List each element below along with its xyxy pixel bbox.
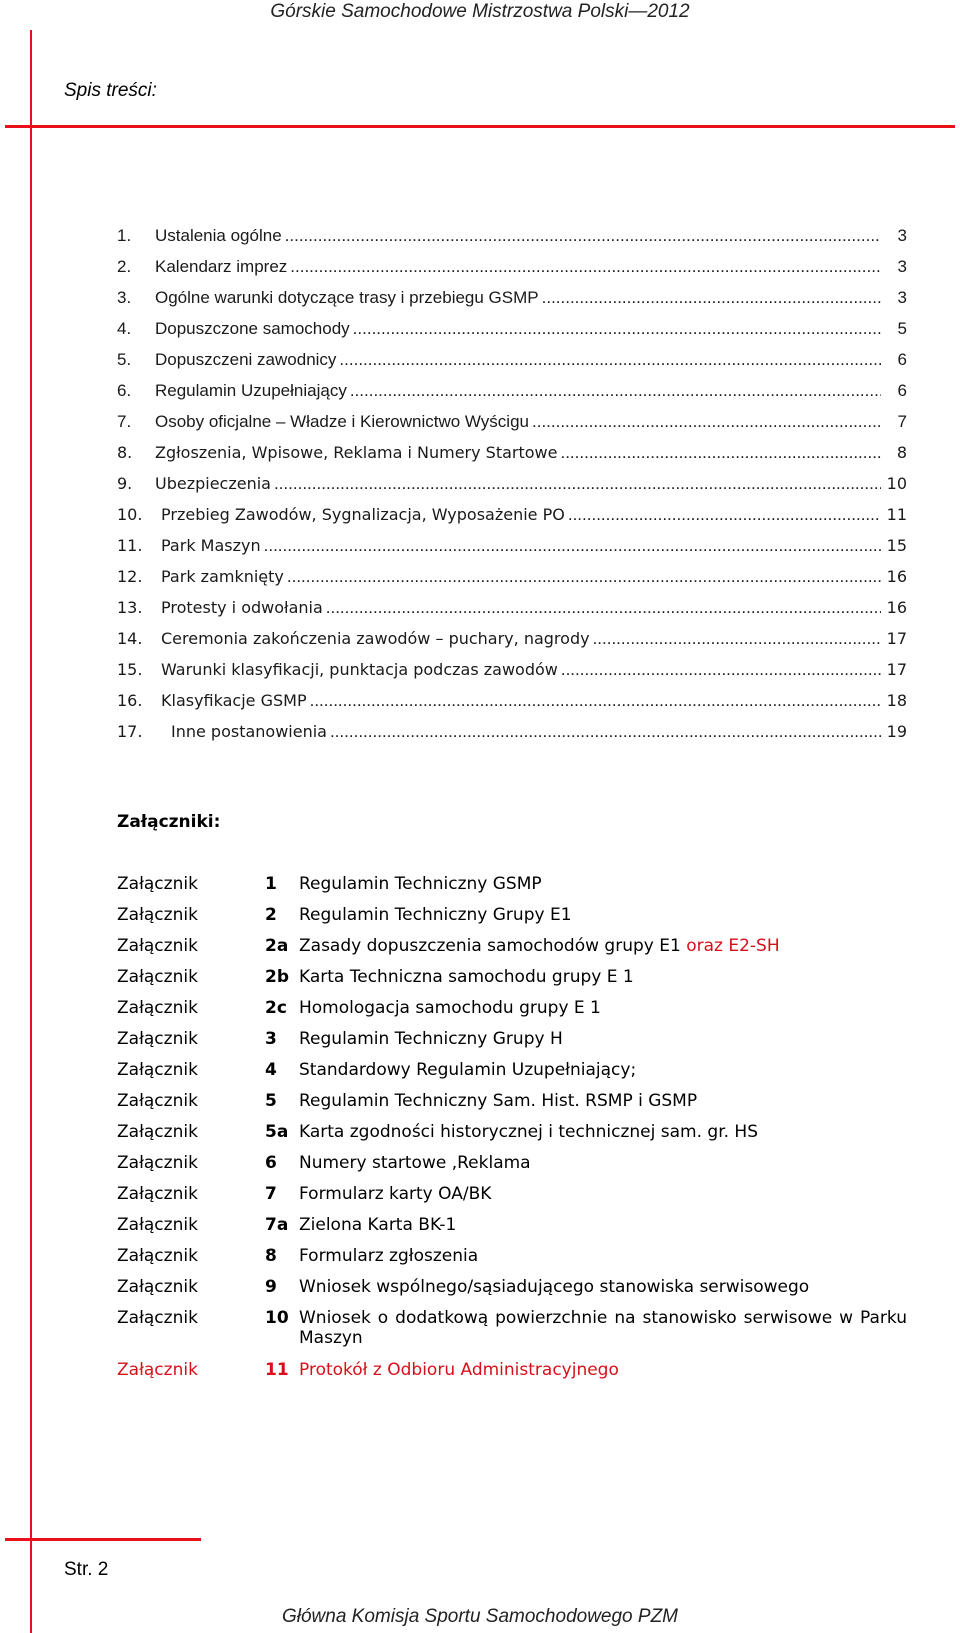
margin-vertical-rule	[30, 30, 32, 1633]
toc-entry[interactable]	[117, 288, 907, 319]
attachment-description: Homologacja samochodu grupy E 1	[299, 998, 601, 1018]
toc-label: Osoby oficjalne – Władze i Kierownictwo Wyścigu	[155, 412, 529, 431]
attachment-row[interactable]	[117, 1122, 907, 1153]
attachment-word: Załącznik	[117, 874, 198, 894]
toc-number: 12.	[117, 567, 143, 586]
attachment-number: 8	[265, 1246, 277, 1266]
attachment-row[interactable]	[117, 998, 907, 1029]
attachment-row[interactable]	[117, 1153, 907, 1184]
attachment-description-group	[299, 936, 907, 967]
toc-leader	[287, 567, 881, 587]
toc-entry[interactable]	[117, 567, 907, 598]
toc-page: 10	[886, 474, 907, 493]
attachment-description: Formularz karty OA/BK	[299, 1184, 492, 1204]
toc-label: Kalendarz imprez	[155, 257, 288, 276]
attachment-number: 7a	[265, 1215, 289, 1235]
toc-entry[interactable]	[117, 443, 907, 474]
attachment-word: Załącznik	[117, 1184, 198, 1204]
toc-label: Warunki klasyfikacji, punktacja podczas zawodów	[161, 660, 558, 679]
toc-leader	[274, 474, 881, 494]
attachment-word: Załącznik	[117, 1246, 198, 1266]
attachment-description-highlight: oraz E2-SH	[686, 936, 780, 956]
toc-page: 6	[897, 350, 907, 369]
document-header-title: Górskie Samochodowe Mistrzostwa Polski—2012	[270, 1, 690, 22]
toc-leader	[326, 598, 881, 618]
toc-number: 8.	[117, 443, 133, 462]
table-of-contents	[117, 226, 907, 753]
toc-leader	[561, 660, 881, 680]
toc-number: 6.	[117, 381, 132, 400]
toc-page: 16	[886, 598, 907, 617]
attachment-word: Załącznik	[117, 1153, 198, 1173]
toc-number: 4.	[117, 319, 132, 338]
toc-leader	[264, 536, 881, 556]
toc-entry[interactable]	[117, 474, 907, 505]
toc-page: 19	[886, 722, 907, 741]
toc-page: 7	[897, 412, 907, 431]
toc-leader	[285, 226, 881, 246]
toc-page: 3	[897, 226, 907, 245]
toc-entry[interactable]	[117, 536, 907, 567]
toc-entry[interactable]	[117, 722, 907, 753]
toc-page: 6	[897, 381, 907, 400]
toc-label: Ustalenia ogólne	[155, 226, 282, 245]
toc-label: Dopuszczone samochody	[155, 319, 350, 338]
toc-number: 11.	[117, 536, 143, 555]
attachment-description: Regulamin Techniczny Grupy H	[299, 1029, 563, 1049]
header-rule	[5, 125, 955, 128]
toc-label: Dopuszczeni zawodnicy	[155, 350, 337, 369]
toc-label: Klasyfikacje GSMP	[161, 691, 307, 710]
toc-page: 5	[897, 319, 907, 338]
attachment-word: Załącznik	[117, 1060, 198, 1080]
attachment-word: Załącznik	[117, 936, 198, 956]
toc-entry[interactable]	[117, 381, 907, 412]
attachment-number: 2a	[265, 936, 289, 956]
attachment-word: Załącznik	[117, 1091, 198, 1111]
attachment-number: 11	[265, 1360, 289, 1380]
attachment-description: Wniosek o dodatkową powierzchnie na stanowisko serwisowe w Parku Maszyn	[299, 1308, 907, 1348]
attachment-row[interactable]	[117, 1215, 907, 1246]
toc-leader	[339, 350, 881, 370]
attachment-row[interactable]	[117, 1184, 907, 1215]
toc-page: 17	[886, 629, 907, 648]
attachment-number: 7	[265, 1184, 277, 1204]
attachment-description: Regulamin Techniczny Sam. Hist. RSMP i GSMP	[299, 1091, 698, 1111]
toc-page: 18	[886, 691, 907, 710]
toc-label: Inne postanowienia	[171, 722, 327, 741]
attachment-number: 6	[265, 1153, 277, 1173]
toc-entry[interactable]	[117, 505, 907, 536]
toc-entry[interactable]	[117, 629, 907, 660]
attachment-word: Załącznik	[117, 1215, 198, 1235]
toc-number: 1.	[117, 226, 132, 245]
toc-entry[interactable]	[117, 257, 907, 288]
attachment-number: 2	[265, 905, 277, 925]
toc-number: 7.	[117, 412, 132, 431]
toc-number: 14.	[117, 629, 143, 648]
toc-label: Park zamknięty	[161, 567, 284, 586]
toc-number: 15.	[117, 660, 143, 679]
attachment-description: Formularz zgłoszenia	[299, 1246, 479, 1266]
toc-number: 17.	[117, 722, 143, 741]
toc-label: Ubezpieczenia	[155, 474, 271, 493]
attachment-number: 5	[265, 1091, 277, 1111]
toc-leader	[290, 257, 881, 277]
toc-entry[interactable]	[117, 226, 907, 257]
attachment-description: Zielona Karta BK-1	[299, 1215, 457, 1235]
toc-page: 11	[886, 505, 907, 524]
attachment-description: Protokół z Odbioru Administracyjnego	[299, 1360, 619, 1380]
toc-page: 16	[886, 567, 907, 586]
attachment-number: 2c	[265, 998, 287, 1018]
toc-leader	[560, 443, 881, 463]
attachment-number: 9	[265, 1277, 277, 1297]
attachment-number: 1	[265, 874, 277, 894]
toc-number: 3.	[117, 288, 132, 307]
attachment-word: Załącznik	[117, 905, 198, 925]
toc-page: 3	[897, 288, 907, 307]
toc-leader	[542, 288, 881, 308]
toc-page: 15	[886, 536, 907, 555]
toc-entry[interactable]	[117, 350, 907, 381]
toc-number: 5.	[117, 350, 132, 369]
toc-label: Ogólne warunki dotyczące trasy i przebiegu GSMP	[155, 288, 539, 307]
toc-leader	[568, 505, 881, 525]
toc-leader	[532, 412, 881, 432]
attachment-row[interactable]	[117, 1308, 907, 1360]
attachment-description: Karta Techniczna samochodu grupy E 1	[299, 967, 634, 987]
toc-leader	[310, 691, 881, 711]
attachment-word: Załącznik	[117, 1360, 198, 1380]
toc-label: Przebieg Zawodów, Sygnalizacja, Wyposażenie PO	[161, 505, 565, 524]
attachment-row[interactable]	[117, 1246, 907, 1277]
attachments-list	[117, 874, 907, 1391]
attachment-row[interactable]	[117, 1360, 907, 1391]
attachment-row[interactable]	[117, 1277, 907, 1308]
toc-number: 16.	[117, 691, 143, 710]
toc-number: 10.	[117, 505, 143, 524]
attachment-word: Załącznik	[117, 1122, 198, 1142]
toc-page: 17	[886, 660, 907, 679]
toc-number: 2.	[117, 257, 132, 276]
attachment-number: 5a	[265, 1122, 289, 1142]
toc-label: Ceremonia zakończenia zawodów – puchary, nagrody	[161, 629, 590, 648]
toc-leader	[353, 319, 881, 339]
attachment-row[interactable]	[117, 967, 907, 998]
document-footer: Główna Komisja Sportu Samochodowego PZM	[281, 1606, 679, 1627]
toc-page: 8	[896, 443, 907, 462]
attachment-number: 4	[265, 1060, 277, 1080]
attachment-number: 10	[265, 1308, 289, 1328]
toc-page: 3	[897, 257, 907, 276]
attachment-row[interactable]	[117, 936, 907, 967]
attachment-word: Załącznik	[117, 967, 198, 987]
attachment-word: Załącznik	[117, 1308, 198, 1328]
toc-leader	[350, 381, 881, 401]
attachment-description: Zasady dopuszczenia samochodów grupy E1	[299, 936, 681, 956]
toc-entry[interactable]	[117, 660, 907, 691]
attachment-word: Załącznik	[117, 1029, 198, 1049]
toc-leader	[330, 722, 881, 742]
attachment-description: Numery startowe ,Reklama	[299, 1153, 531, 1173]
attachment-number: 3	[265, 1029, 277, 1049]
toc-entry[interactable]	[117, 691, 907, 722]
page-number: Str. 2	[64, 1559, 109, 1580]
attachment-row[interactable]	[117, 1060, 907, 1091]
attachment-row[interactable]	[117, 874, 907, 905]
attachment-description: Standardowy Regulamin Uzupełniający;	[299, 1060, 637, 1080]
attachment-number: 2b	[265, 967, 289, 987]
attachment-word: Załącznik	[117, 998, 198, 1018]
toc-label: Zgłoszenia, Wpisowe, Reklama i Numery Startowe	[155, 443, 558, 462]
attachment-description: Wniosek wspólnego/sąsiadującego stanowiska serwisowego	[299, 1277, 810, 1297]
toc-number: 9.	[117, 474, 133, 493]
toc-label: Regulamin Uzupełniający	[155, 381, 347, 400]
attachment-word: Załącznik	[117, 1277, 198, 1297]
toc-title: Spis treści:	[64, 80, 157, 101]
attachment-row[interactable]	[117, 905, 907, 936]
toc-label: Park Maszyn	[161, 536, 261, 555]
toc-label: Protesty i odwołania	[161, 598, 323, 617]
attachments-heading: Załączniki:	[117, 812, 221, 832]
toc-leader	[593, 629, 881, 649]
attachment-description: Regulamin Techniczny GSMP	[299, 874, 542, 894]
attachment-description: Karta zgodności historycznej i technicznej sam. gr. HS	[299, 1122, 758, 1142]
attachment-description: Regulamin Techniczny Grupy E1	[299, 905, 572, 925]
toc-entry[interactable]	[117, 319, 907, 350]
toc-number: 13.	[117, 598, 143, 617]
attachment-row[interactable]	[117, 1091, 907, 1122]
toc-entry[interactable]	[117, 598, 907, 629]
toc-entry[interactable]	[117, 412, 907, 443]
footer-rule	[5, 1538, 201, 1541]
attachment-row[interactable]	[117, 1029, 907, 1060]
